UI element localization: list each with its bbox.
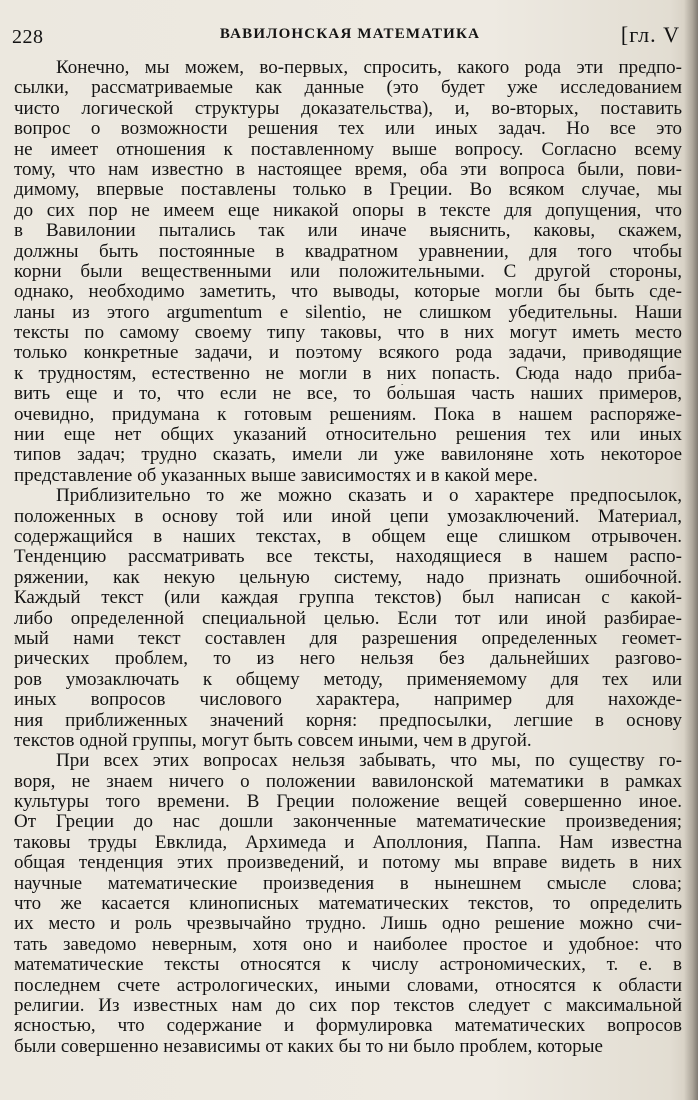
text-line: либо определенной специальной целью. Если тот или иной разбирае- [14,608,682,629]
text-line: вопрос о возможности решения тех или иных задач. Но все это [14,119,682,140]
text-line: нии еще нет общих указаний относительно решения тех или иных [14,425,682,446]
paragraph [14,58,682,486]
text-line: до сих пор не имеем еще никакой опоры в тексте для допущения, что [14,200,682,221]
page-header [10,22,690,50]
text-line: культуры того времени. В Греции положение вещей совершенно иное. [14,792,682,813]
text-line: общая тенденция этих произведений, и потому мы вправе видеть в них [14,853,682,874]
text-line: тому, что нам известно в настоящее время, оба эти вопроса были, пови- [14,159,682,180]
page-number: 228 [12,26,44,48]
text-line: представление об указанных выше зависимостях и в какой мере. [14,465,538,486]
text-line: воря, не знаем ничего о положении вавилонской математики в рамках [14,771,682,792]
text-line: рических проблем, то из него нельзя без дальнейших разгово- [14,649,682,670]
text-line: ряжении, как некую цельную систему, надо признать ошибочной. [14,567,682,588]
text-line: религии. Из известных нам до сих пор текстов следует с максимальной [14,995,682,1016]
text-line: содержащийся в наших текстах, в общем еще слишком отрывочен. [14,526,682,547]
text-line: только конкретные задачи, и поэтому всякого рода задачи, приводящие [14,343,682,364]
text-line: очевидно, придумана к готовым решениям. Пока в нашем распоряже- [14,404,682,425]
text-line: Приблизительно то же можно сказать и о характере предпосылок, [56,486,682,507]
text-line: их место и роль чрезвычайно трудно. Лишь одно решение можно счи- [14,914,682,935]
text-line: в Вавилонии пытались так или иначе выяснить, каковы, скажем, [14,221,682,242]
text-line: мый нами текст составлен для разрешения определенных геомет- [14,628,682,649]
text-line: текстов одной группы, могут быть совсем иными, чем в другой. [14,730,532,751]
paragraph [14,751,682,1057]
text-line: ров умозаключать к общему методу, применяемому для тех или [14,669,682,690]
text-line: положенных в основу той или иной цепи умозаключений. Материал, [14,506,682,527]
text-line: последнем счете астрологических, иными словами, относятся к области [14,975,682,996]
page-edge-shadow [684,0,698,1100]
text-line: к трудностям, естественно не могли в них попасть. Сюда надо приба- [14,363,682,384]
text-line: сылки, рассматриваемые как данные (это будет уже исследованием [14,78,682,99]
text-line: Тенденцию рассматривать все тексты, находящиеся в нашем распо- [14,547,682,568]
text-line: научные математические произведения в нынешнем смысле слова; [14,873,682,894]
text-line: Конечно, мы можем, во-первых, спросить, какого рода эти предпо- [56,58,682,78]
text-line: тать заведомо неверным, хотя оно и наиболее простое и удобное: что [14,934,682,955]
text-line: были совершенно независимы от каких бы то ни было проблем, которые [14,1036,603,1057]
text-line: не имеет отношения к поставленному выше вопросу. Согласно всему [14,139,682,160]
text-line: вить еще и то, что если не все, то бо́льшая часть наших примеров, [14,384,682,405]
text-line: димому, впервые поставлены только в Греции. Во всяком случае, мы [14,180,682,201]
body-text [14,58,682,1057]
text-line: таковы труды Евклида, Архимеда и Аполлония, Паппа. Нам известна [14,832,682,853]
text-line: тексты по самому своему типу таковы, что в них могут иметь место [14,323,682,344]
text-line: чисто логической структуры доказательства), и, во-вторых, поставить [14,98,682,119]
text-line: типов задач; трудно сказать, имели ли уже вавилоняне хоть некоторое [14,445,682,466]
text-line: ланы из этого argumentum e silentio, не слишком убедительны. Наши [14,302,682,323]
chapter-mark: [гл. V [620,22,680,47]
text-line: однако, необходимо заметить, что выводы, которые могли бы быть сде- [14,282,682,303]
text-line: должны быть постоянные в квадратном уравнении, для того чтобы [14,241,682,262]
text-line: ясностью, что содержание и формулировка математических вопросов [14,1016,682,1037]
text-line: что же касается клинописных математических текстов, то определить [14,894,682,915]
text-line: математические тексты относятся к числу астрономических, т. е. в [14,955,682,976]
text-line: иных вопросов числового характера, например для нахожде- [14,690,682,711]
running-title: ВАВИЛОНСКАЯ МАТЕМАТИКА [219,26,481,42]
paragraph [14,486,682,751]
text-line: От Греции до нас дошли законченные математические произведения; [14,812,682,833]
text-line: ния приближенных значений корня: предпосылки, легшие в основу [14,710,682,731]
text-line: корни были вещественными или положительными. С другой стороны, [14,261,682,282]
text-line: Каждый текст (или каждая группа текстов) был написан с какой- [14,588,682,609]
text-line: При всех этих вопросах нельзя забывать, что мы, по существу го- [56,751,682,772]
